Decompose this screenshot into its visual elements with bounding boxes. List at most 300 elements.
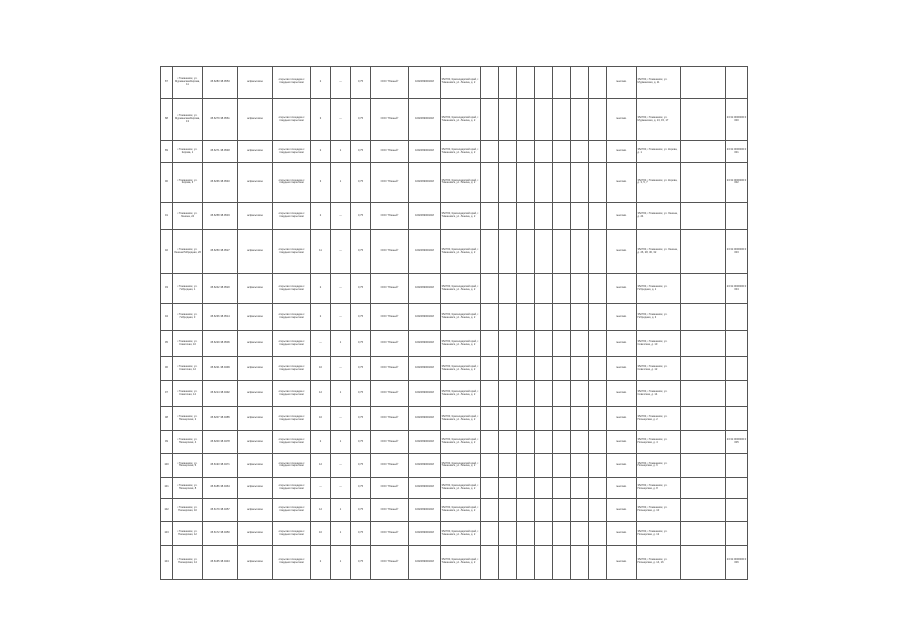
table-cell: 352700, Краснодарский край, г. Тимашевск, ул. Ленина, д. 2	[441, 229, 481, 274]
table-cell: открытая площадка с твердым покрытием	[273, 203, 311, 230]
table-cell: 0,75	[351, 454, 371, 477]
table-cell: 23:31:0000000:0006	[726, 545, 748, 579]
table-cell: асфальтовое	[238, 98, 273, 141]
table-cell: г.Тимашевск, ул. Пионерская, 6	[173, 454, 203, 477]
table-cell: 23:31:0000000:0003	[726, 229, 748, 274]
table-cell: 23:31:0000000:0001	[726, 141, 748, 162]
table-cell	[571, 454, 589, 477]
table-cell	[571, 229, 589, 274]
table-cell: 45.6186 38.9464	[203, 477, 238, 498]
table-cell	[589, 98, 607, 141]
table-row	[161, 522, 748, 545]
table-cell: 1092369000218	[409, 545, 441, 579]
table-cell: 0,75	[351, 545, 371, 579]
table-cell: 1092369000218	[409, 330, 441, 357]
table-cell: —	[311, 477, 331, 498]
table-row	[161, 304, 748, 331]
table-cell: 1092369000218	[409, 141, 441, 162]
table-cell: 0,75	[351, 67, 371, 99]
table-cell: 352700, Краснодарский край, г. Тимашевск, ул. Ленина, д. 2	[441, 98, 481, 141]
table-cell	[726, 357, 748, 380]
table-cell: 45.6271 38.9548	[203, 141, 238, 162]
table-cell	[499, 67, 517, 99]
table-cell	[681, 357, 726, 380]
table-cell: 10	[311, 357, 331, 380]
table-cell: 98	[161, 407, 173, 430]
table-cell: 90	[161, 162, 173, 202]
table-cell: 10	[311, 407, 331, 430]
table-row	[161, 203, 748, 230]
table-cell	[571, 203, 589, 230]
table-cell	[517, 477, 535, 498]
table-cell: открытая площадка с твердым покрытием	[273, 430, 311, 453]
table-cell	[517, 522, 535, 545]
table-cell: 88	[161, 98, 173, 141]
table-cell: 99	[161, 430, 173, 453]
table-cell: 352700, г.Тимашевск, ул. Гибридная, д. 3	[637, 304, 681, 331]
table-cell: 12	[311, 380, 331, 407]
table-cell: многокв.	[607, 522, 637, 545]
table-cell	[499, 229, 517, 274]
table-cell: асфальтовое	[238, 430, 273, 453]
table-cell	[481, 380, 499, 407]
table-cell: г.Тимашевск, ул. Кирова, 1	[173, 141, 203, 162]
table-cell	[571, 141, 589, 162]
table-cell: 1092369000218	[409, 229, 441, 274]
table-cell: 1	[331, 522, 351, 545]
table-cell: ООО "Южный"	[371, 203, 409, 230]
table-cell: многокв.	[607, 98, 637, 141]
table-cell	[553, 522, 571, 545]
table-cell: 45.6179 38.9457	[203, 498, 238, 521]
table-cell: 93	[161, 274, 173, 304]
table-cell	[499, 380, 517, 407]
table-cell	[589, 545, 607, 579]
table-cell: 1	[331, 330, 351, 357]
table-cell	[535, 430, 553, 453]
table-cell	[499, 304, 517, 331]
table-cell	[535, 98, 553, 141]
table-cell: 100	[161, 454, 173, 477]
table-cell	[481, 407, 499, 430]
table-cell	[589, 380, 607, 407]
table-cell: многокв.	[607, 498, 637, 521]
table-cell: 352700, г.Тимашевск, ул. Советская, д. 10	[637, 330, 681, 357]
table-cell: 352700, Краснодарский край, г. Тимашевск, ул. Ленина, д. 2	[441, 407, 481, 430]
table-cell	[517, 430, 535, 453]
table-cell	[681, 141, 726, 162]
table-cell	[681, 304, 726, 331]
table-cell: 352700, Краснодарский край, г. Тимашевск, ул. Ленина, д. 2	[441, 357, 481, 380]
table-row	[161, 98, 748, 141]
table-cell: асфальтовое	[238, 274, 273, 304]
table-cell	[553, 141, 571, 162]
table-cell: ООО "Южный"	[371, 98, 409, 141]
table-cell	[517, 357, 535, 380]
table-cell: 1092369000218	[409, 477, 441, 498]
table-cell	[499, 357, 517, 380]
table-cell	[535, 522, 553, 545]
table-cell: 91	[161, 203, 173, 230]
table-cell	[481, 498, 499, 521]
table-row	[161, 407, 748, 430]
table-cell: 2	[311, 430, 331, 453]
table-cell: многокв.	[607, 274, 637, 304]
table-cell: 45.6214 38.9492	[203, 380, 238, 407]
table-cell: 352700, г.Тимашевск, ул. Пионерская, д. 14, 16	[637, 545, 681, 579]
table-cell: 94	[161, 304, 173, 331]
table-cell	[553, 357, 571, 380]
table-cell: открытая площадка с твердым покрытием	[273, 477, 311, 498]
table-cell: 45.6236 38.9514	[203, 304, 238, 331]
table-cell: 3	[311, 98, 331, 141]
table-cell: 352700, г.Тимашевск, ул. Ленина, д. 26, 28, 30, 32	[637, 229, 681, 274]
table-cell: г.Тимашевск, ул. Советская, 10	[173, 330, 203, 357]
table-cell	[553, 203, 571, 230]
table-cell	[571, 545, 589, 579]
table-cell: многокв.	[607, 454, 637, 477]
table-cell	[681, 477, 726, 498]
table-cell	[726, 203, 748, 230]
table-cell: 87	[161, 67, 173, 99]
table-cell	[517, 67, 535, 99]
table-cell: —	[311, 330, 331, 357]
table-cell: ООО "Южный"	[371, 380, 409, 407]
table-cell	[571, 357, 589, 380]
table-cell: 352700, г.Тимашевск, ул. Мурманская, д. 11	[637, 67, 681, 99]
table-cell: г.Тимашевск, ул. Пионерская, 12	[173, 522, 203, 545]
table-cell: г.Тимашевск, ул. Пионерская, 10	[173, 498, 203, 521]
table-cell: г.Тимашевск, ул. Пионерская, 14	[173, 545, 203, 579]
table-row	[161, 67, 748, 99]
table-cell	[571, 274, 589, 304]
table-cell: 2	[311, 203, 331, 230]
table-cell	[589, 229, 607, 274]
table-cell	[481, 229, 499, 274]
table-cell	[726, 380, 748, 407]
table-cell: асфальтовое	[238, 407, 273, 430]
table-cell	[589, 407, 607, 430]
table-cell	[517, 229, 535, 274]
table-cell: ООО "Южный"	[371, 454, 409, 477]
table-cell	[535, 67, 553, 99]
table-cell	[726, 522, 748, 545]
table-cell: асфальтовое	[238, 380, 273, 407]
table-cell: 0,75	[351, 98, 371, 141]
table-cell	[681, 330, 726, 357]
table-cell	[535, 477, 553, 498]
table-cell	[681, 454, 726, 477]
table-cell	[553, 407, 571, 430]
table-cell	[499, 162, 517, 202]
table-cell: асфальтовое	[238, 304, 273, 331]
table-cell	[553, 98, 571, 141]
table-cell: открытая площадка с твердым покрытием	[273, 67, 311, 99]
table-cell: 352700, г.Тимашевск, ул. Пионерская, д. 4	[637, 430, 681, 453]
table-cell: 352700, Краснодарский край, г. Тимашевск, ул. Ленина, д. 2	[441, 454, 481, 477]
table-cell: открытая площадка с твердым покрытием	[273, 454, 311, 477]
table-cell	[517, 274, 535, 304]
table-cell: 0,75	[351, 330, 371, 357]
table-cell: 1092369000218	[409, 304, 441, 331]
table-cell: 45.6242 38.9520	[203, 274, 238, 304]
table-cell: многокв.	[607, 545, 637, 579]
table-cell: 1092369000218	[409, 162, 441, 202]
table-cell	[571, 330, 589, 357]
table-cell: 0,75	[351, 522, 371, 545]
table-cell: 103	[161, 522, 173, 545]
table-body	[161, 67, 748, 580]
table-cell: 0,75	[351, 380, 371, 407]
table-cell	[571, 380, 589, 407]
table-cell: ООО "Южный"	[371, 229, 409, 274]
table-cell	[481, 545, 499, 579]
table-cell: 1092369000218	[409, 203, 441, 230]
table-cell: 352700, Краснодарский край, г. Тимашевск, ул. Ленина, д. 2	[441, 522, 481, 545]
table-cell: —	[331, 203, 351, 230]
table-cell: 89	[161, 141, 173, 162]
table-cell	[681, 229, 726, 274]
table-cell	[553, 274, 571, 304]
table-cell: открытая площадка с твердым покрытием	[273, 304, 311, 331]
table-cell: ООО "Южный"	[371, 477, 409, 498]
table-cell	[571, 430, 589, 453]
table-cell: 1092369000218	[409, 430, 441, 453]
table-cell	[517, 203, 535, 230]
table-row	[161, 380, 748, 407]
table-cell: асфальтовое	[238, 229, 273, 274]
table-cell	[499, 407, 517, 430]
table-cell	[681, 67, 726, 99]
table-cell: 352700, г.Тимашевск, ул. Пионерская, д. 6	[637, 454, 681, 477]
table-cell: 352700, г.Тимашевск, ул. Гибридная, д. 1	[637, 274, 681, 304]
table-cell: многокв.	[607, 229, 637, 274]
table-cell: 352700, Краснодарский край, г. Тимашевск, ул. Ленина, д. 2	[441, 162, 481, 202]
table-cell: 1092369000218	[409, 357, 441, 380]
table-cell: асфальтовое	[238, 498, 273, 521]
table-cell: 45.6283 38.9553	[203, 67, 238, 99]
table-cell	[589, 141, 607, 162]
table-cell	[499, 98, 517, 141]
table-cell: —	[331, 454, 351, 477]
table-cell: 352700, г.Тимашевск, ул. Кирова, д. 1	[637, 141, 681, 162]
table-cell: 12	[311, 498, 331, 521]
table-cell: 1092369000218	[409, 522, 441, 545]
table-cell: открытая площадка с твердым покрытием	[273, 407, 311, 430]
table-cell: 1092369000218	[409, 498, 441, 521]
table-cell: 104	[161, 545, 173, 579]
table-cell	[589, 522, 607, 545]
table-cell	[681, 407, 726, 430]
table-cell: многокв.	[607, 357, 637, 380]
table-cell: асфальтовое	[238, 203, 273, 230]
table-cell	[517, 498, 535, 521]
table-row	[161, 545, 748, 579]
table-row	[161, 430, 748, 453]
table-cell: 23:31:0000000:0005	[726, 430, 748, 453]
table-cell	[681, 522, 726, 545]
table-cell: 0,75	[351, 162, 371, 202]
table-cell: открытая площадка с твердым покрытием	[273, 380, 311, 407]
table-cell: 0,75	[351, 274, 371, 304]
table-cell	[481, 430, 499, 453]
table-cell: 352700, Краснодарский край, г. Тимашевск, ул. Ленина, д. 2	[441, 430, 481, 453]
table-cell: многокв.	[607, 430, 637, 453]
table-cell	[553, 380, 571, 407]
table-cell: ООО "Южный"	[371, 330, 409, 357]
table-cell	[499, 330, 517, 357]
table-cell: асфальтовое	[238, 357, 273, 380]
table-cell: г.Тимашевск, ул. Пионерская, 8	[173, 477, 203, 498]
table-cell	[517, 330, 535, 357]
table-cell: ООО "Южный"	[371, 141, 409, 162]
table-cell: 352700, г.Тимашевск, ул. Кирова, д. 3, 5, 7	[637, 162, 681, 202]
table-cell: 2	[311, 67, 331, 99]
table-cell	[589, 67, 607, 99]
table-cell	[589, 357, 607, 380]
table-cell: ООО "Южный"	[371, 357, 409, 380]
table-cell: г.Тимашевск, ул. Гибридная, 3	[173, 304, 203, 331]
table-cell: 1	[331, 498, 351, 521]
table-cell	[589, 162, 607, 202]
table-cell: открытая площадка с твердым покрытием	[273, 330, 311, 357]
table-cell	[553, 430, 571, 453]
table-cell: 101	[161, 477, 173, 498]
table-row	[161, 162, 748, 202]
table-cell: 45.6266 38.9540	[203, 162, 238, 202]
table-cell: —	[331, 477, 351, 498]
table-cell: 352700, г.Тимашевск, ул. Пионерская, д. 12	[637, 522, 681, 545]
table-cell: —	[331, 357, 351, 380]
table-cell: 11	[311, 229, 331, 274]
table-cell: 96	[161, 357, 173, 380]
table-cell	[571, 407, 589, 430]
table-cell: 352700, г.Тимашевск, ул. Пионерская, д. 8	[637, 477, 681, 498]
table-cell: 45.6165 38.9443	[203, 545, 238, 579]
table-cell: открытая площадка с твердым покрытием	[273, 522, 311, 545]
table-cell	[517, 407, 535, 430]
table-cell	[589, 304, 607, 331]
table-cell	[535, 162, 553, 202]
table-cell	[499, 454, 517, 477]
table-cell: 352700, Краснодарский край, г. Тимашевск, ул. Ленина, д. 2	[441, 203, 481, 230]
table-cell: 45.6221 38.9499	[203, 357, 238, 380]
table-cell	[571, 162, 589, 202]
table-cell: 352700, Краснодарский край, г. Тимашевск, ул. Ленина, д. 2	[441, 477, 481, 498]
table-cell: многокв.	[607, 477, 637, 498]
table-cell: 352700, г.Тимашевск, ул. Советская, д. 14	[637, 380, 681, 407]
table-cell: г.Тимашевск, ул. Советская, 14	[173, 380, 203, 407]
table-cell	[553, 454, 571, 477]
table-cell: 1	[331, 430, 351, 453]
table-cell: 45.6258 38.9533	[203, 203, 238, 230]
table-cell: асфальтовое	[238, 454, 273, 477]
table-cell	[499, 203, 517, 230]
table-cell: 0,75	[351, 141, 371, 162]
table-cell: многокв.	[607, 330, 637, 357]
table-cell	[535, 454, 553, 477]
table-cell: ООО "Южный"	[371, 162, 409, 202]
table-cell	[589, 477, 607, 498]
table-cell: 0,75	[351, 229, 371, 274]
table-cell: 45.6250 38.9527	[203, 229, 238, 274]
table-cell: 352700, Краснодарский край, г. Тимашевск, ул. Ленина, д. 2	[441, 380, 481, 407]
table-cell: 352700, Краснодарский край, г. Тимашевск, ул. Ленина, д. 2	[441, 330, 481, 357]
table-cell: г.Тимашевск, ул. Советская, 12	[173, 357, 203, 380]
table-cell: 2	[311, 304, 331, 331]
table-row	[161, 477, 748, 498]
table-row	[161, 454, 748, 477]
table-cell: многокв.	[607, 407, 637, 430]
table-cell	[517, 454, 535, 477]
table-cell: ООО "Южный"	[371, 498, 409, 521]
table-cell	[553, 67, 571, 99]
table-cell: открытая площадка с твердым покрытием	[273, 357, 311, 380]
table-cell: 45.6200 38.9478	[203, 430, 238, 453]
table-cell: 352700, г.Тимашевск, ул. Пионерская, д. 10	[637, 498, 681, 521]
table-cell	[571, 67, 589, 99]
table-cell: многокв.	[607, 67, 637, 99]
table-cell	[589, 274, 607, 304]
table-cell: 2	[311, 274, 331, 304]
table-cell: открытая площадка с твердым покрытием	[273, 498, 311, 521]
table-cell: 45.6193 38.9471	[203, 454, 238, 477]
table-cell: 1092369000218	[409, 454, 441, 477]
table-cell	[517, 162, 535, 202]
table-cell: 352700, Краснодарский край, г. Тимашевск, ул. Ленина, д. 2	[441, 274, 481, 304]
table-cell	[481, 357, 499, 380]
table-cell	[681, 498, 726, 521]
table-cell: многокв.	[607, 141, 637, 162]
table-cell	[481, 522, 499, 545]
table-cell: —	[331, 304, 351, 331]
table-cell	[553, 498, 571, 521]
table-cell	[481, 98, 499, 141]
table-cell: многокв.	[607, 162, 637, 202]
table-cell	[589, 498, 607, 521]
table-cell	[726, 454, 748, 477]
table-cell: г.Тимашевск, ул. Мурманская/Кирова, 13	[173, 98, 203, 141]
table-cell	[517, 304, 535, 331]
table-cell: 3	[311, 162, 331, 202]
table-cell	[535, 380, 553, 407]
table-cell: асфальтовое	[238, 522, 273, 545]
table-cell: 352700, Краснодарский край, г. Тимашевск, ул. Ленина, д. 2	[441, 141, 481, 162]
table-cell: 0,75	[351, 430, 371, 453]
table-cell	[681, 430, 726, 453]
table-cell: 0,75	[351, 407, 371, 430]
table-cell	[553, 330, 571, 357]
table-cell: 0,75	[351, 203, 371, 230]
table-cell	[481, 67, 499, 99]
table-cell: 352700, г.Тимашевск, ул. Пионерская, д. 2	[637, 407, 681, 430]
table-cell: 23:31:0000000:0002	[726, 162, 748, 202]
table-cell: 45.6279 38.9561	[203, 98, 238, 141]
table-cell: 23:31:0000000:0004	[726, 274, 748, 304]
table-cell	[726, 330, 748, 357]
table-cell: ООО "Южный"	[371, 67, 409, 99]
table-cell	[481, 141, 499, 162]
table-cell	[681, 380, 726, 407]
table-cell	[571, 477, 589, 498]
table-cell	[535, 357, 553, 380]
table-cell: асфальтовое	[238, 162, 273, 202]
table-row	[161, 141, 748, 162]
table-cell	[553, 545, 571, 579]
table-cell: асфальтовое	[238, 67, 273, 99]
table-cell: ООО "Южный"	[371, 304, 409, 331]
table-row	[161, 357, 748, 380]
